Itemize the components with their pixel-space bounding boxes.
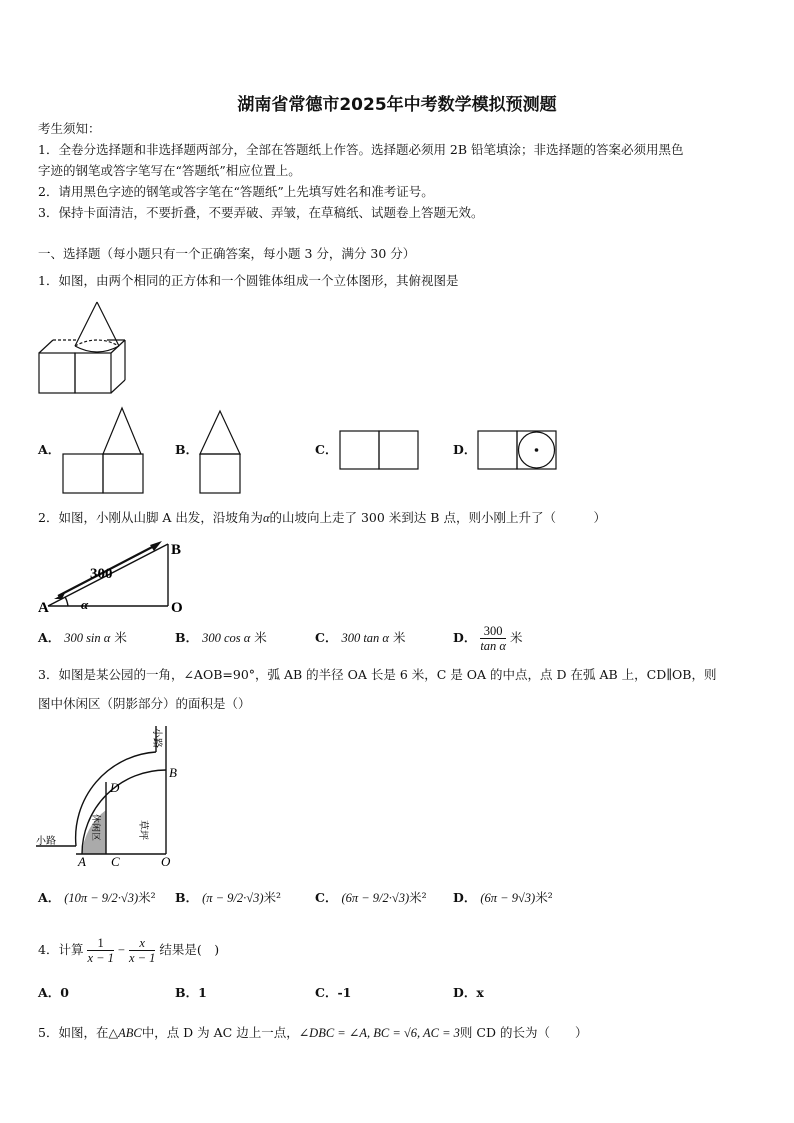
q2-stem-part-2: 的山坡向上走了 300 米到达 B 点，则小刚上升了（ ） [269, 510, 606, 525]
q2-fig-length: 300 [90, 566, 113, 582]
q3-option-a-unit: 米² [138, 890, 156, 905]
q2-option-d-numerator: 300 [480, 624, 506, 639]
q2-option-b [175, 630, 267, 646]
notice-heading: 考生须知： [38, 121, 101, 136]
q1-option-b-figure [199, 409, 241, 494]
q4-option-b-value: 1 [198, 985, 207, 1000]
q3-option-c-label: C． [315, 890, 338, 905]
q3-option-b [175, 890, 281, 906]
question-3-line-1: 3．如图是某公园的一角，∠AOB=90°，弧 AB 的半径 OA 长是 6 米，C 是 OA 的中点，点 D 在弧 AB 上，CD∥OB，则 [38, 667, 717, 682]
q3-option-d [453, 890, 553, 906]
q2-option-b-label: B． [175, 630, 199, 645]
q2-fig-point-b: B [171, 542, 182, 558]
q2-slope-figure [38, 536, 188, 616]
q3-option-b-unit: 米² [263, 890, 282, 905]
q5-condition: ∠DBC = ∠A, BC = √6, AC = 3 [298, 1026, 460, 1040]
q2-option-c [315, 630, 405, 646]
q2-fig-angle: α [81, 597, 89, 612]
q4-prefix: 4．计算 [38, 942, 84, 957]
q2-option-b-expr: 300 cos α [202, 631, 251, 645]
q2-option-b-unit: 米 [254, 630, 267, 645]
q3-option-a-label: A． [38, 890, 61, 905]
notice-line-3: 3．保持卡面清洁，不要折叠，不要弄破、弄皱，在草稿纸、试题卷上答题无效。 [38, 205, 484, 220]
q2-option-a-expr: 300 sin α [64, 631, 111, 645]
question-1-stem: 1．如图，由两个相同的正方体和一个圆锥体组成一个立体图形，其俯视图是 [38, 273, 459, 288]
q4-option-a-label: A． [38, 985, 61, 1000]
q2-option-d-unit: 米 [509, 630, 523, 645]
q1-option-d-label: D． [453, 442, 477, 457]
q3-option-b-expr: (π − 9/2·√3) [202, 891, 264, 905]
q4-fraction-1-denominator: x − 1 [87, 951, 114, 965]
q4-fraction-2-denominator: x − 1 [128, 951, 156, 965]
q4-option-b [175, 985, 207, 1001]
q2-fig-point-a: A [38, 600, 49, 616]
q4-option-b-label: B． [175, 985, 199, 1000]
q3-fig-point-d: D [110, 780, 120, 795]
q3-option-a-expr: (10π − 9/2·√3) [64, 891, 139, 905]
q3-fig-road-top: 小路 [151, 728, 162, 748]
q5-stem-part-2: 中，点 D 为 AC 边上一点， [141, 1025, 299, 1040]
notice-line-2: 2．请用黑色字迹的钢笔或答字笔在“答题纸”上先填写姓名和准考证号。 [38, 184, 434, 199]
q2-stem-part-1: 2．如图，小刚从山脚 A 出发，沿坡角为 [38, 510, 263, 525]
q3-fig-grass: 草坪 [137, 820, 148, 840]
q3-option-c-unit: 米² [409, 890, 427, 905]
q1-option-a-figure [62, 406, 144, 494]
q3-fig-point-c: C [111, 854, 120, 869]
q4-option-c-value: -1 [337, 985, 352, 1000]
q4-option-a [38, 985, 69, 1001]
q4-option-d-label: D． [453, 985, 477, 1000]
q4-fraction-2 [129, 936, 155, 965]
q2-fig-point-o: O [171, 600, 183, 616]
q2-option-d [453, 620, 523, 656]
question-5-stem [38, 1025, 587, 1041]
q4-fraction-2-numerator: x [129, 936, 155, 951]
q2-option-d-fraction [480, 624, 506, 653]
q5-stem-part-1: 5．如图，在 [38, 1025, 109, 1040]
q4-fraction-1-numerator: 1 [87, 936, 113, 951]
q3-fig-road-left: 小路 [36, 836, 56, 847]
q4-option-a-value: 0 [60, 985, 69, 1000]
q3-fig-point-b: B [169, 765, 177, 780]
q2-option-d-label: D． [453, 630, 477, 645]
page-title: 湖南省常德市2025年中考数学模拟预测题 [237, 95, 557, 115]
q2-option-c-label: C． [315, 630, 338, 645]
q4-option-c [315, 985, 351, 1001]
q5-triangle: △ABC [108, 1026, 142, 1040]
q1-solid-figure [38, 300, 138, 400]
q4-option-d [453, 985, 484, 1001]
q3-option-d-label: D． [453, 890, 477, 905]
q2-option-c-unit: 米 [392, 630, 406, 645]
q3-fig-point-a: A [78, 854, 86, 869]
q3-option-d-expr: (6π − 9√3) [480, 891, 536, 905]
q1-option-b-label: B． [175, 442, 199, 457]
q3-fig-rest-area: 休闲区 [91, 814, 101, 842]
q4-suffix: 结果是( ) [159, 942, 220, 957]
q2-alpha: α [262, 511, 270, 525]
question-2-stem [38, 510, 606, 526]
q2-option-a-unit: 米 [114, 630, 127, 645]
q3-option-b-label: B． [175, 890, 199, 905]
q4-fraction-1 [87, 936, 113, 965]
q1-option-c-figure [339, 430, 419, 470]
section-heading: 一、选择题（每小题只有一个正确答案，每小题 3 分，满分 30 分） [38, 246, 416, 261]
q2-option-a-label: A． [38, 630, 61, 645]
q5-stem-part-3: 则 CD 的长为（ ） [459, 1025, 588, 1040]
q2-option-d-denominator: tan α [480, 639, 506, 653]
q3-option-d-unit: 米² [535, 890, 553, 905]
q1-option-d-figure [477, 430, 557, 470]
question-4-stem [38, 931, 219, 969]
q1-option-a-label: A． [38, 442, 61, 457]
question-3-line-2: 图中休闲区（阴影部分）的面积是（） [38, 696, 251, 711]
q4-minus: − [117, 943, 125, 957]
q4-option-d-value: x [476, 985, 484, 1000]
q3-fig-point-o: O [161, 854, 171, 869]
q3-option-c-expr: (6π − 9/2·√3) [341, 891, 410, 905]
q3-park-figure [36, 722, 186, 868]
q2-option-c-expr: 300 tan α [341, 631, 389, 645]
q4-option-c-label: C． [315, 985, 338, 1000]
notice-line-1b: 字迹的钢笔或答字笔写在“答题纸”相应位置上。 [38, 163, 301, 178]
q2-option-a [38, 630, 127, 646]
q1-option-c-label: C． [315, 442, 338, 457]
notice-line-1a: 1．全卷分选择题和非选择题两部分，全部在答题纸上作答。选择题必须用 2B 铅笔填涂；非选择题的答案必须用黑色 [38, 142, 684, 157]
q3-option-c [315, 890, 427, 906]
q3-option-a [38, 890, 156, 906]
